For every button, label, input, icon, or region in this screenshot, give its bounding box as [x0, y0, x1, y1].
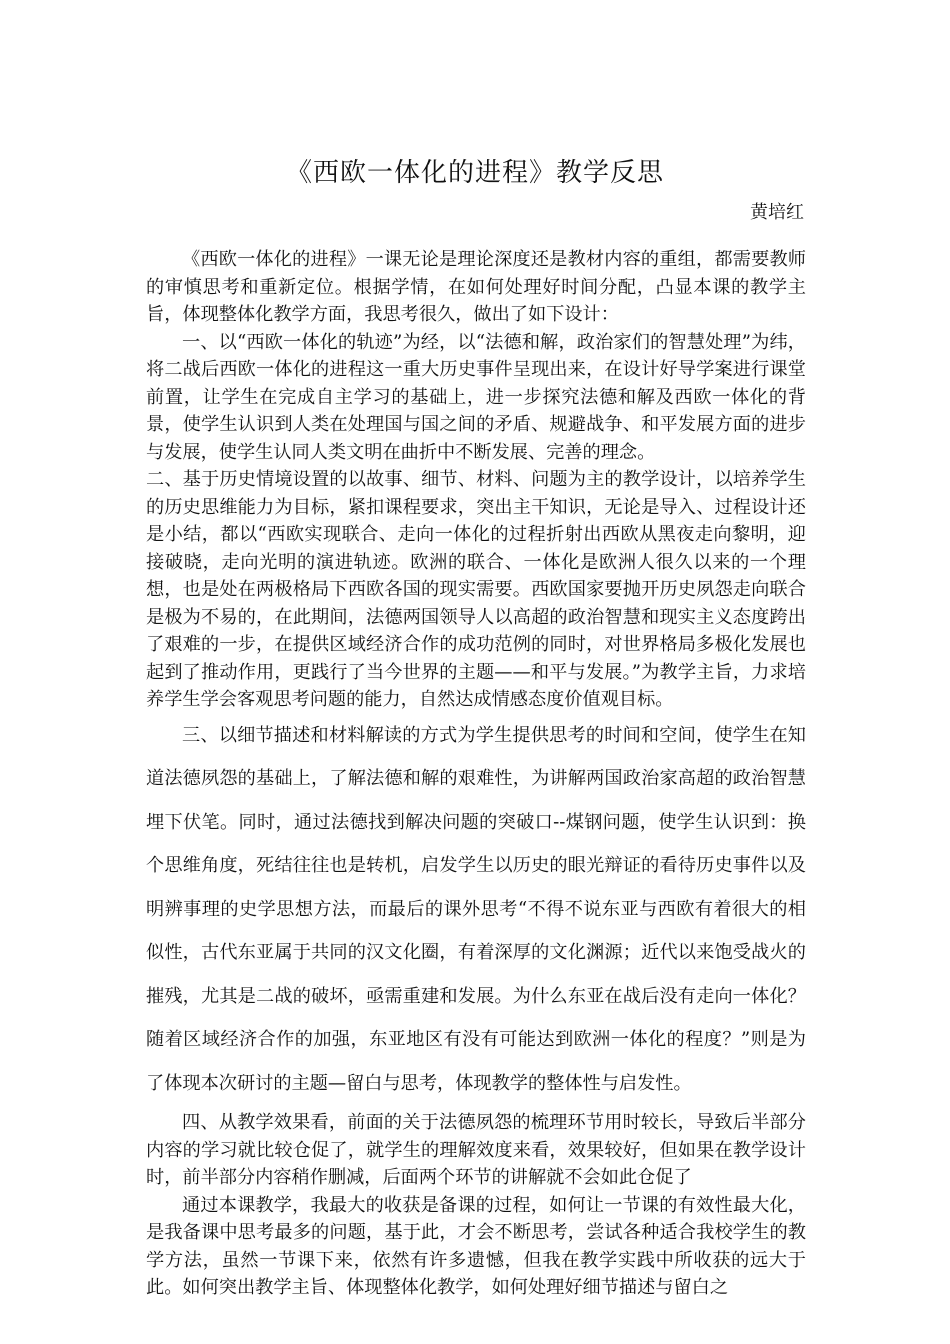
paragraph-point-1: 一、以“西欧一体化的轨迹”为经，以“法德和解，政治家们的智慧处理”为纬，将二战后西欧一体化的进程这一重大历史事件呈现出来，在设计好导学案进行课堂前置，让学生在完成自主学习的基础上，进一步探究法德和解及西欧一体化的背景，使学生认识到人类在处理国与国之间的矛盾、规避战争、和平发展方面的进步与发展，使学生认同人类文明在曲折中不断发展、完善的理念。: [146, 331, 806, 463]
paragraph-conclusion: 通过本课教学，我最大的收获是备课的过程，如何让一节课的有效性最大化，是我备课中思考最多的问题，基于此，才会不断思考，尝试各种适合我校学生的教学方法，虽然一节课下来，依然有许多遗憾，但我在教学实践中所收获的远大于此。如何突出教学主旨、体现整体化教学，如何处理好细节描述与留白之: [146, 1194, 806, 1298]
paragraph-point-3: 三、以细节描述和材料解读的方式为学生提供思考的时间和空间，使学生在知道法德夙怨的基础上，了解法德和解的艰难性，为讲解两国政治家高超的政治智慧埋下伏笔。同时，通过法德找到解决问题的突破口--煤钢问题，使学生认识到：换个思维角度，死结往往也是转机，启发学生以历史的眼光辩证的看待历史事件以及明辨事理的史学思想方法，而最后的课外思考“不得不说东亚与西欧有着很大的相似性，古代东亚属于共同的汉文化圈，有着深厚的文化渊源；近代以来饱受战火的摧残，尤其是二战的破坏，亟需重建和发展。为什么东亚在战后没有走向一体化？随着区域经济合作的加强，东亚地区有没有可能达到欧洲一体化的程度？”则是为了体现本次研讨的主题—留白与思考，体现教学的整体性与启发性。: [146, 724, 806, 1094]
paragraph-point-4: 四、从教学效果看，前面的关于法德夙怨的梳理环节用时较长，导致后半部分内容的学习就比较仓促了，就学生的理解效度来看，效果较好，但如果在教学设计时，前半部分内容稍作删减，后面两个环节的讲解就不会如此仓促了: [146, 1112, 806, 1188]
paragraph-point-2: 二、基于历史情境设置的以故事、细节、材料、问题为主的教学设计，以培养学生的历史思维能力为目标，紧扣课程要求，突出主干知识，无论是导入、过程设计还是小结，都以“西欧实现联合、走向一体化的过程折射出西欧从黑夜走向黎明，迎接破晓，走向光明的演进轨迹。欧洲的联合、一体化是欧洲人很久以来的一个理想，也是处在两极格局下西欧各国的现实需要。西欧国家要抛开历史夙怨走向联合是极为不易的，在此期间，法德两国领导人以高超的政治智慧和现实主义态度跨出了艰难的一步，在提供区域经济合作的成功范例的同时，对世界格局多极化发展也起到了推动作用，更践行了当今世界的主题——和平与发展。”为教学主旨，力求培养学生学会客观思考问题的能力，自然达成情感态度价值观目标。: [146, 469, 806, 710]
document-body: [146, 246, 806, 1302]
paragraph-intro: 《西欧一体化的进程》一课无论是理论深度还是教材内容的重组，都需要教师的审慎思考和重新定位。根据学情，在如何处理好时间分配，凸显本课的教学主旨，体现整体化教学方面，我思考很久，做出了如下设计：: [146, 249, 806, 325]
document-title: 《西欧一体化的进程》教学反思: [285, 158, 664, 188]
document-author: 黄培红: [750, 202, 804, 223]
